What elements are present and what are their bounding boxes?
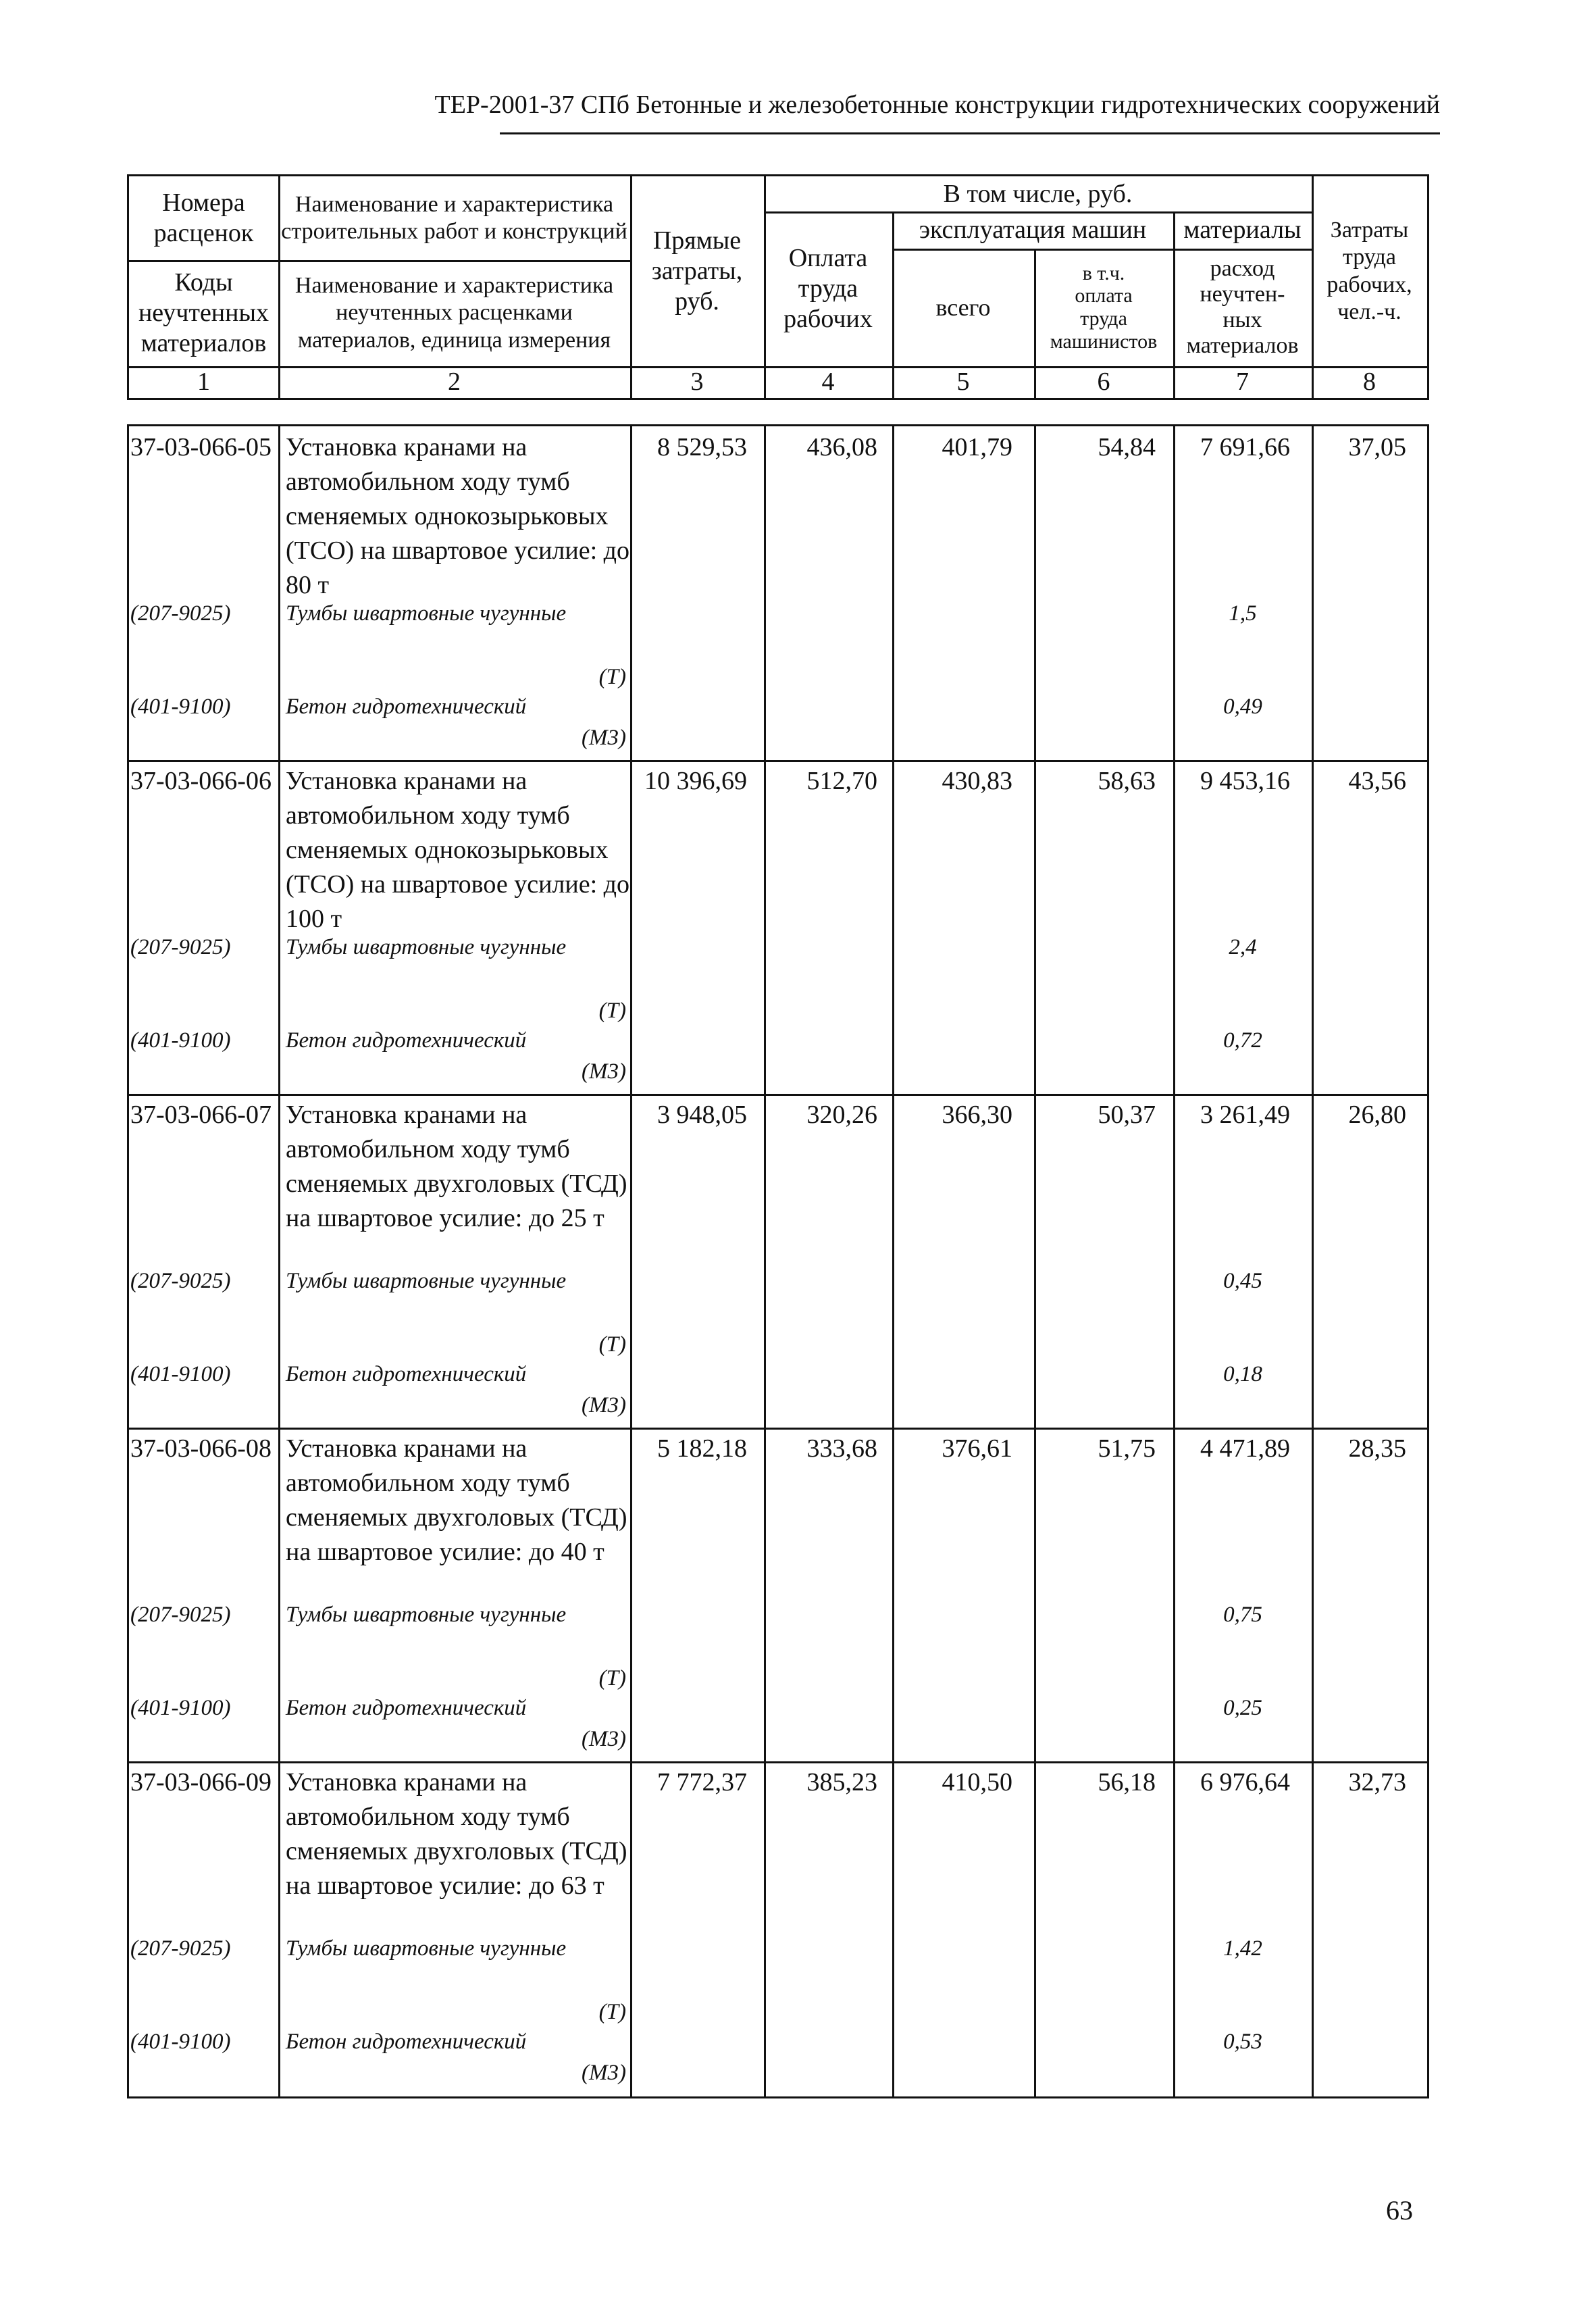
material-quantity: 0,53: [1223, 2030, 1262, 2054]
material-quantity: 0,75: [1223, 1603, 1262, 1627]
machines-total: 401,79: [942, 433, 1012, 461]
machines-total: 376,61: [942, 1434, 1012, 1463]
material-unit: (М3): [582, 1059, 626, 1084]
direct-costs: 5 182,18: [657, 1434, 747, 1463]
material-code: (207-9025): [130, 935, 231, 959]
running-head: ТЕР-2001-37 СПб Бетонные и железобетонные конструкции гидротехнических сооружений: [434, 91, 1440, 119]
divider: [892, 426, 894, 2096]
material-unit: (М3): [582, 1727, 626, 1751]
machinists-pay: 54,84: [1098, 433, 1156, 461]
materials-cost: 6 976,64: [1200, 1768, 1290, 1796]
material-quantity: 2,4: [1229, 935, 1257, 959]
col-number: 6: [1097, 368, 1110, 397]
header-labor-hours: Затраты труда рабочих, чел.-ч.: [1327, 218, 1412, 324]
header-direct-costs: Прямые затраты, руб.: [651, 226, 743, 316]
material-code: (207-9025): [130, 1269, 231, 1293]
material-name: Бетон гидротехнический: [286, 1696, 527, 1720]
material-name: Бетон гидротехнический: [286, 1362, 527, 1386]
material-name: Бетон гидротехнический: [286, 695, 527, 719]
materials-cost: 9 453,16: [1200, 767, 1290, 795]
material-quantity: 0,49: [1223, 695, 1262, 719]
material-quantity: 1,42: [1223, 1936, 1262, 1961]
labor-pay: 385,23: [806, 1768, 877, 1796]
col-number: 1: [197, 368, 210, 397]
material-name: Бетон гидротехнический: [286, 2030, 527, 2054]
header-labor-pay: Оплата труда рабочих: [783, 244, 873, 333]
materials-cost: 3 261,49: [1200, 1101, 1290, 1129]
labor-pay: 333,68: [806, 1434, 877, 1463]
labor-hours: 26,80: [1348, 1101, 1406, 1129]
machinists-pay: 50,37: [1098, 1101, 1156, 1129]
material-name: Тумбы швартовные чугунные: [286, 1936, 567, 1961]
col-number: 4: [821, 368, 835, 397]
material-code: (401-9100): [130, 695, 231, 719]
machinists-pay: 51,75: [1098, 1434, 1156, 1463]
row-separator: [129, 760, 1427, 762]
work-description: Установка кранами на автомобильном ходу тумб сменяемых однокозырьковых (ТСО) на швартовое усилие: до 80 т: [286, 433, 629, 599]
material-unit: (М3): [582, 726, 626, 750]
divider: [1034, 426, 1036, 2096]
labor-hours: 32,73: [1348, 1768, 1406, 1796]
header-machinists-pay: в т.ч. оплата труда машинистов: [1050, 261, 1158, 353]
machinists-pay: 56,18: [1098, 1768, 1156, 1796]
work-description: Установка кранами на автомобильном ходу тумб сменяемых двухголовых (ТСД) на швартовое усилие: до 63 т: [286, 1768, 627, 1900]
material-code: (401-9100): [130, 2030, 231, 2054]
material-name: Тумбы швартовные чугунные: [286, 1269, 567, 1293]
material-quantity: 0,72: [1223, 1028, 1262, 1053]
material-name: Тумбы швартовные чугунные: [286, 1603, 567, 1627]
material-unit: (Т): [598, 1332, 626, 1357]
labor-hours: 37,05: [1348, 433, 1406, 461]
row-separator: [129, 1761, 1427, 1763]
work-description: Установка кранами на автомобильном ходу тумб сменяемых двухголовых (ТСД) на швартовое усилие: до 25 т: [286, 1101, 627, 1232]
header-rate-numbers: Номера расценок: [153, 188, 254, 247]
material-unit: (Т): [598, 1666, 626, 1690]
rate-code: 37-03-066-09: [130, 1768, 272, 1796]
direct-costs: 10 396,69: [644, 767, 747, 795]
col-number: 8: [1363, 368, 1376, 397]
work-description: Установка кранами на автомобильном ходу тумб сменяемых двухголовых (ТСД) на швартовое усилие: до 40 т: [286, 1434, 627, 1566]
row-separator: [129, 1428, 1427, 1430]
page-number: 63: [1386, 2195, 1413, 2225]
direct-costs: 3 948,05: [657, 1101, 747, 1129]
direct-costs: 7 772,37: [657, 1768, 747, 1796]
materials-cost: 4 471,89: [1200, 1434, 1290, 1463]
material-quantity: 0,25: [1223, 1696, 1262, 1720]
labor-hours: 28,35: [1348, 1434, 1406, 1463]
machinists-pay: 58,63: [1098, 767, 1156, 795]
col-number: 2: [448, 368, 461, 397]
col-number: 5: [956, 368, 970, 397]
machines-total: 410,50: [942, 1768, 1012, 1796]
material-code: (207-9025): [130, 601, 231, 626]
divider: [764, 426, 766, 2096]
col-number: 7: [1236, 368, 1249, 397]
header-group: В том числе, руб.: [943, 179, 1133, 208]
material-name: Тумбы швартовные чугунные: [286, 601, 567, 626]
header-machines: эксплуатация машин: [919, 216, 1147, 245]
header-work-name: Наименование и характеристика строительных работ и конструкций: [281, 191, 627, 244]
divider: [1173, 426, 1175, 2096]
rates-table: [127, 424, 1429, 2098]
labor-pay: 320,26: [806, 1101, 877, 1129]
machines-total: 430,83: [942, 767, 1012, 795]
material-unit: (Т): [598, 2000, 626, 2024]
work-description: Установка кранами на автомобильном ходу тумб сменяемых однокозырьковых (ТСО) на швартовое усилие: до 100 т: [286, 767, 629, 933]
labor-pay: 436,08: [806, 433, 877, 461]
header-machines-total: всего: [935, 293, 991, 321]
rate-code: 37-03-066-05: [130, 433, 272, 461]
direct-costs: 8 529,53: [657, 433, 747, 461]
header-material-name: Наименование и характеристика неучтенных расценками материалов, единица измерения: [294, 273, 614, 353]
material-unit: (М3): [582, 1393, 626, 1417]
material-name: Бетон гидротехнический: [286, 1028, 527, 1053]
labor-hours: 43,56: [1348, 767, 1406, 795]
material-unit: (Т): [598, 665, 626, 689]
material-quantity: 0,45: [1223, 1269, 1262, 1293]
material-unit: (Т): [598, 999, 626, 1023]
material-quantity: 1,5: [1229, 601, 1257, 626]
header-material-codes: Коды неучтенных материалов: [138, 268, 269, 357]
material-code: (401-9100): [130, 1696, 231, 1720]
labor-pay: 512,70: [806, 767, 877, 795]
rate-code: 37-03-066-06: [130, 767, 272, 795]
materials-cost: 7 691,66: [1200, 433, 1290, 461]
table-header: [127, 174, 1429, 400]
divider: [1312, 426, 1314, 2096]
material-code: (401-9100): [130, 1028, 231, 1053]
header-unaccounted-materials: расход неучтен- ных материалов: [1186, 255, 1299, 359]
material-name: Тумбы швартовные чугунные: [286, 935, 567, 959]
rate-code: 37-03-066-07: [130, 1101, 272, 1129]
material-code: (207-9025): [130, 1936, 231, 1961]
material-quantity: 0,18: [1223, 1362, 1262, 1386]
rate-code: 37-03-066-08: [130, 1434, 272, 1463]
col-number: 3: [690, 368, 704, 397]
material-code: (401-9100): [130, 1362, 231, 1386]
header-materials: материалы: [1183, 216, 1302, 245]
material-code: (207-9025): [130, 1603, 231, 1627]
header-rule: [500, 132, 1440, 134]
row-separator: [129, 1094, 1427, 1096]
material-unit: (М3): [582, 2061, 626, 2085]
machines-total: 366,30: [942, 1101, 1012, 1129]
